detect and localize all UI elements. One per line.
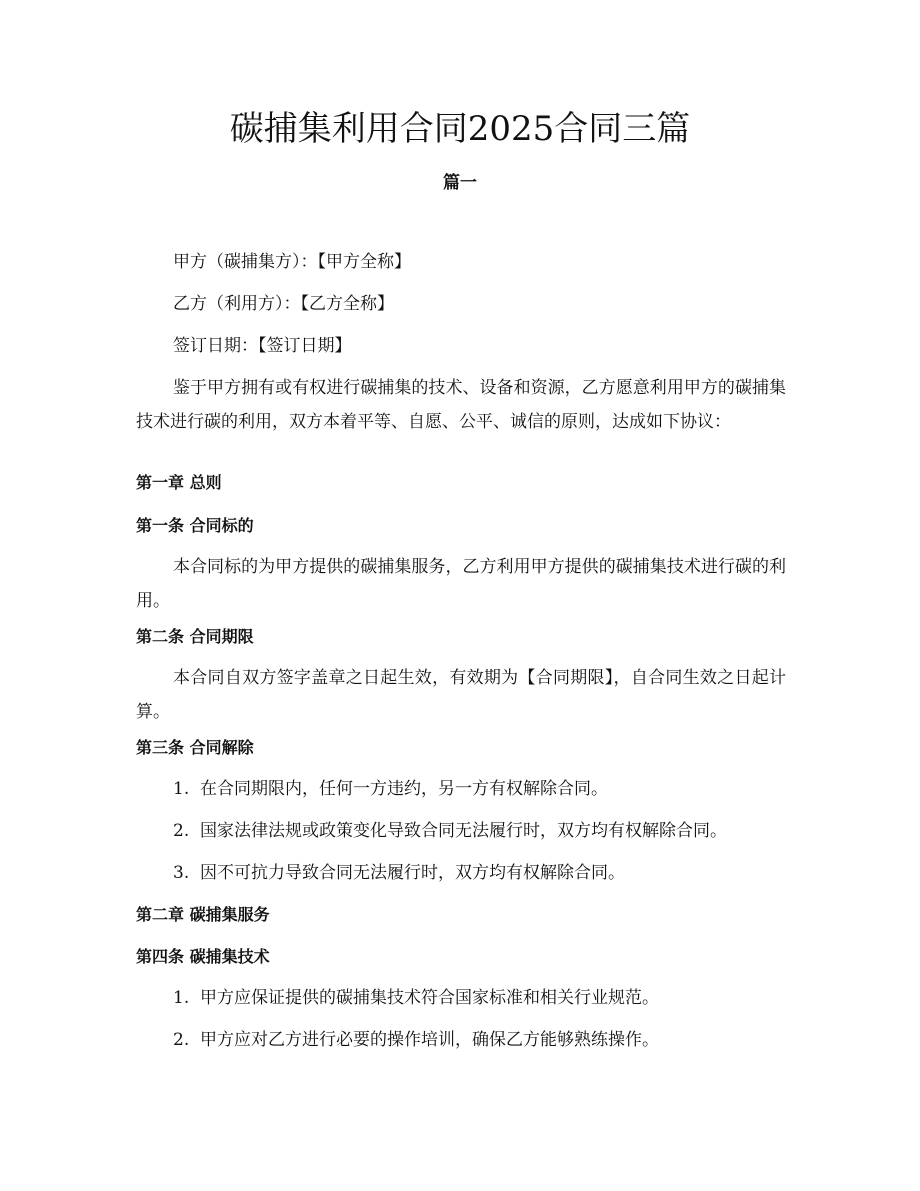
document-subtitle: 篇一	[443, 173, 477, 193]
article-2-heading: 第二条 合同期限	[136, 627, 254, 646]
party-b-line: 乙方（利用方）：【乙方全称】	[173, 294, 394, 314]
article-4-heading: 第四条 碳捕集技术	[136, 947, 270, 966]
preamble-paragraph: 鉴于甲方拥有或有权进行碳捕集的技术、设备和资源，乙方愿意利用甲方的碳捕集技术进行碳的利用，双方本着平等、自愿、公平、诚信的原则，达成如下协议：	[136, 378, 786, 432]
list-number: 2.	[173, 821, 190, 841]
list-item	[173, 1023, 786, 1057]
list-item	[173, 856, 786, 890]
list-number: 3.	[173, 863, 190, 883]
sign-date-line: 签订日期：【签订日期】	[173, 336, 352, 356]
list-item	[173, 981, 786, 1015]
party-a-line: 甲方（碳捕集方）：【甲方全称】	[173, 252, 411, 272]
list-item	[173, 772, 786, 806]
article-3-heading: 第三条 合同解除	[136, 738, 254, 757]
document-title: 碳捕集利用合同2025合同三篇	[229, 109, 691, 149]
list-item	[173, 814, 786, 848]
article-1-body: 本合同标的为甲方提供的碳捕集服务，乙方利用甲方提供的碳捕集技术进行碳的利用。	[136, 557, 786, 611]
list-text: 国家法律法规或政策变化导致合同无法履行时，双方均有权解除合同。	[200, 821, 727, 841]
list-number: 1.	[173, 779, 190, 799]
list-number: 1.	[173, 988, 190, 1008]
article-2-body: 本合同自双方签字盖章之日起生效，有效期为【合同期限】，自合同生效之日起计算。	[136, 668, 786, 722]
chapter-1-heading: 第一章 总则	[136, 473, 222, 492]
list-text: 甲方应对乙方进行必要的操作培训，确保乙方能够熟练操作。	[200, 1030, 659, 1050]
chapter-2-heading: 第二章 碳捕集服务	[136, 905, 270, 924]
list-text: 甲方应保证提供的碳捕集技术符合国家标准和相关行业规范。	[200, 988, 659, 1008]
article-1-heading: 第一条 合同标的	[136, 516, 254, 535]
list-number: 2.	[173, 1030, 190, 1050]
list-text: 在合同期限内，任何一方违约，另一方有权解除合同。	[200, 779, 608, 799]
list-text: 因不可抗力导致合同无法履行时，双方均有权解除合同。	[200, 863, 625, 883]
